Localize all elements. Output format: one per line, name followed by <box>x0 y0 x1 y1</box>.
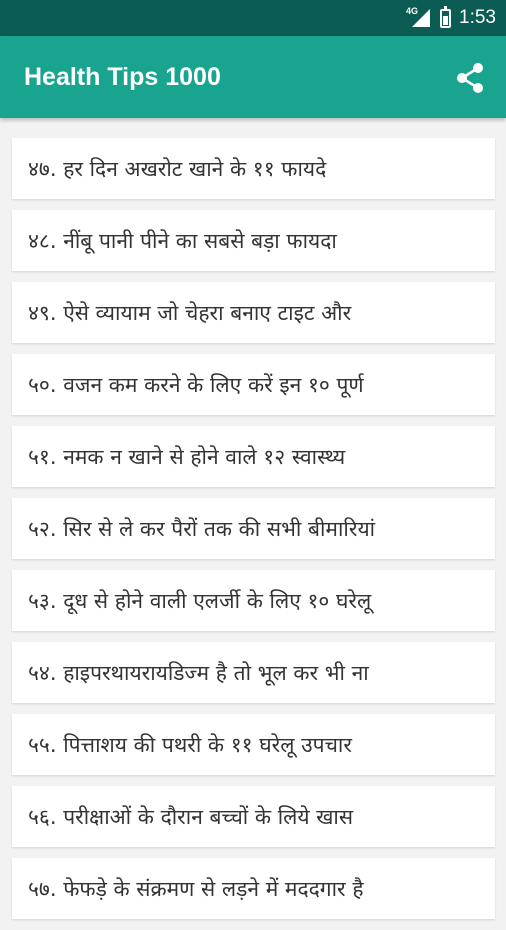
list-item-label: ५७. फेफड़े के संक्रमण से लड़ने में मददगार है <box>28 876 364 901</box>
list-item-label: ५५. पित्ताशय की पथरी के ११ घरेलू उपचार <box>28 732 352 757</box>
status-bar <box>0 0 506 36</box>
tips-list <box>12 138 495 930</box>
list-item-label: ४९. ऐसे व्यायाम जो चेहरा बनाए टाइट और <box>28 300 352 325</box>
list-item[interactable] <box>12 426 495 487</box>
network-signal-icon <box>406 8 432 28</box>
share-icon <box>455 62 485 94</box>
list-item-label: ५६. परीक्षाओं के दौरान बच्चों के लिये खास <box>28 804 354 829</box>
status-icons <box>406 0 496 36</box>
list-item-label: ५२. सिर से ले कर पैरों तक की सभी बीमारियां <box>28 516 376 541</box>
list-item-label: ४७. हर दिन अखरोट खाने के ११ फायदे <box>28 156 327 181</box>
app-toolbar <box>0 36 506 118</box>
app-title: Health Tips 1000 <box>24 63 221 91</box>
list-item[interactable] <box>12 498 495 559</box>
battery-icon <box>440 9 451 28</box>
list-item-label: ४८. नींबू पानी पीने का सबसे बड़ा फायदा <box>28 228 337 253</box>
list-item-label: ५३. दूध से होने वाली एलर्जी के लिए १० घरेलू <box>28 588 372 613</box>
list-item[interactable] <box>12 714 495 775</box>
list-item[interactable] <box>12 210 495 271</box>
list-item[interactable] <box>12 570 495 631</box>
list-item[interactable] <box>12 138 495 199</box>
list-item[interactable] <box>12 858 495 919</box>
list-item[interactable] <box>12 642 495 703</box>
list-item[interactable] <box>12 786 495 847</box>
list-item[interactable] <box>12 282 495 343</box>
status-time: 1:53 <box>459 7 496 28</box>
list-item-label: ५०. वजन कम करने के लिए करें इन १० पूर्ण <box>28 372 364 397</box>
list-item-label: ५४. हाइपरथायरायडिज्म है तो भूल कर भी ना <box>28 660 369 685</box>
network-type-label: 4G <box>406 6 419 16</box>
list-item[interactable] <box>12 354 495 415</box>
list-item-label: ५१. नमक न खाने से होने वाले १२ स्वास्थ्य <box>28 444 346 469</box>
share-button[interactable] <box>450 58 490 98</box>
